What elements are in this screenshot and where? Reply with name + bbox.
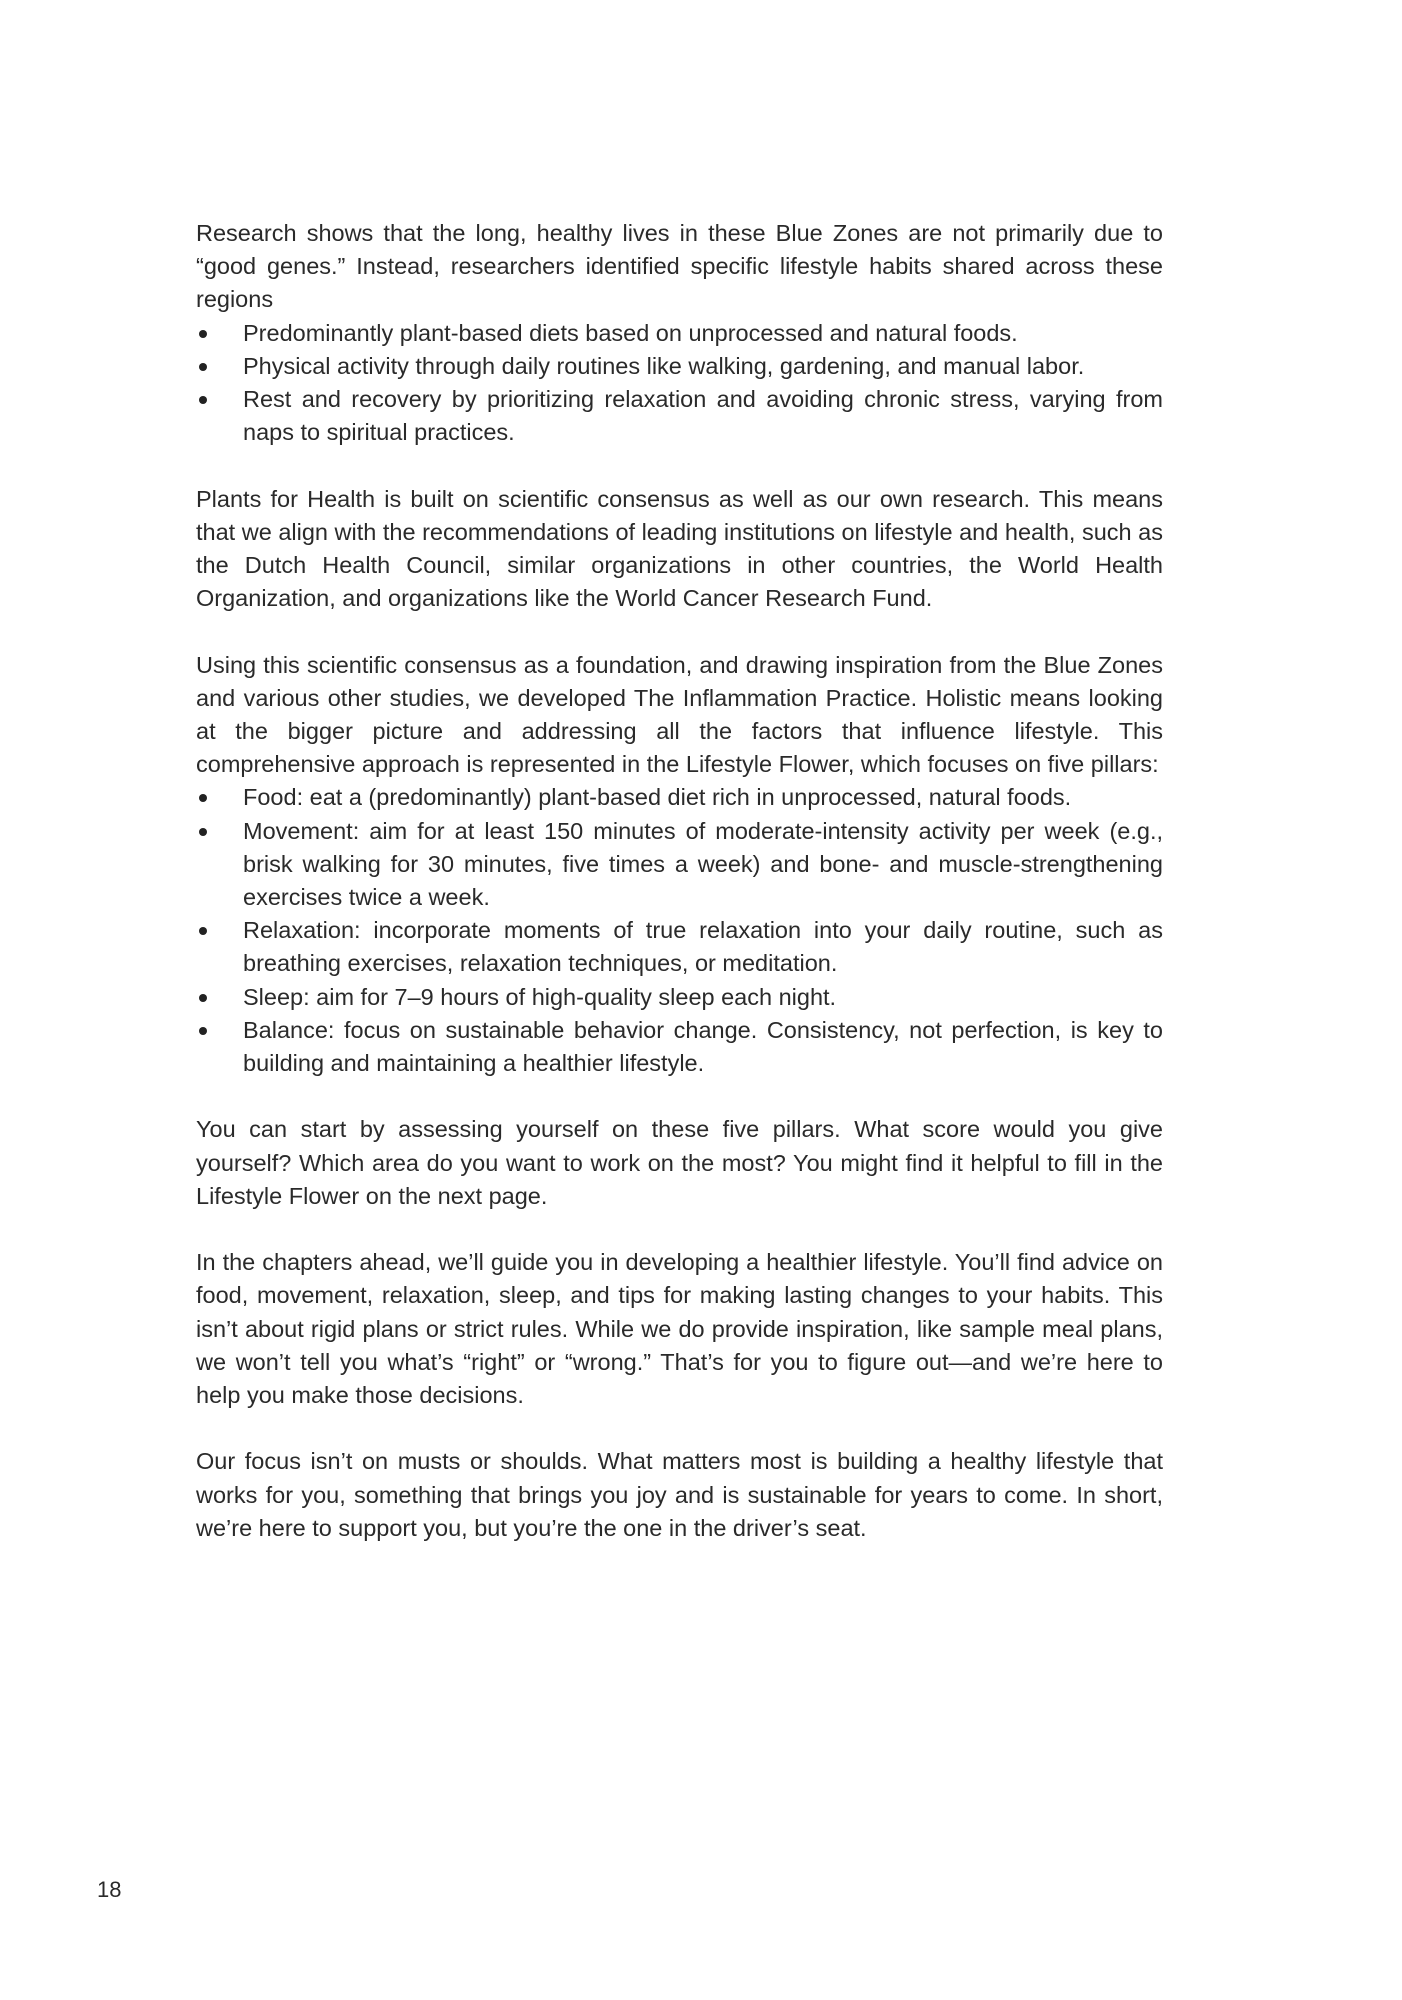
bullet-icon [199,330,207,338]
practice-paragraph: Using this scientific consensus as a foundation, and drawing inspiration from the Blue Zones and various other studies, we developed The Inflammation Practice. Holistic means looking at the bigger picture and addressing all the factors that influence lifestyle. This comprehensive approach is represented in the Lifestyle Flower, which focuses on five pillars: [196,651,1163,778]
bullet-icon [199,927,207,935]
chapters-ahead-paragraph: In the chapters ahead, we’ll guide you in developing a healthier lifestyle. You’ll find advice on food, movement, relaxation, sleep, and tips for making lasting changes to your habits. This isn’t about rigid plans or strict rules. While we do provide inspiration, like sample meal plans, we won’t tell you what’s “right” or “wrong.” That’s for you to figure out—and we’re here to help you make those decisions. [196,1249,1163,1409]
bullet-icon [199,828,207,836]
page-number: 18 [97,1877,122,1902]
assessment-paragraph: You can start by assessing yourself on these five pillars. What score would you give yourself? Which area do you want to work on the most? You might find it helpful to fill in the Lifestyle Flower on the next page. [196,1116,1163,1209]
consensus-paragraph: Plants for Health is built on scientific consensus as well as our own research. This means that we align with the recommendations of leading institutions on lifestyle and health, such as the Dutch Health Council, similar organizations in other countries, the World Health Organization, and organizations like the World Cancer Research Fund. [196,485,1163,612]
list-item-text: Physical activity through daily routines like walking, gardening, and manual labor. [243,352,1085,379]
list-item [196,317,1163,350]
list-item [196,914,1163,980]
bullet-icon [199,396,207,404]
list-item-text: Food: eat a (predominantly) plant-based diet rich in unprocessed, natural foods. [243,784,1072,811]
list-item-text: Rest and recovery by prioritizing relaxation and avoiding chronic stress, varying from naps to spiritual practices. [243,386,1163,446]
bullet-icon [199,1027,207,1035]
list-item [196,815,1163,915]
intro-paragraph: Research shows that the long, healthy lives in these Blue Zones are not primarily due to “good genes.” Instead, researchers identified specific lifestyle habits shared across these regions [196,220,1163,313]
blue-zones-habits-list [196,317,1163,450]
list-item-text: Predominantly plant-based diets based on unprocessed and natural foods. [243,319,1018,346]
list-item [196,350,1163,383]
list-item-text: Sleep: aim for 7–9 hours of high-quality sleep each night. [243,983,837,1010]
list-item-text: Relaxation: incorporate moments of true relaxation into your daily routine, such as breathing exercises, relaxation techniques, or meditation. [243,917,1163,977]
bullet-icon [199,994,207,1002]
body-text [196,217,1163,1545]
list-item-text: Balance: focus on sustainable behavior change. Consistency, not perfection, is key to building and maintaining a healthier lifestyle. [243,1016,1163,1077]
lifestyle-pillars-list [196,781,1163,1080]
list-item [196,981,1163,1014]
focus-paragraph: Our focus isn’t on musts or shoulds. What matters most is building a healthy lifestyle that works for you, something that brings you joy and is sustainable for years to come. In short, we’re here to support you, but you’re the one in the driver’s seat. [196,1448,1163,1541]
list-item [196,1014,1163,1080]
bullet-icon [199,794,207,802]
bullet-icon [199,363,207,371]
list-item [196,383,1163,449]
list-item-text: Movement: aim for at least 150 minutes of moderate-intensity activity per week (e.g., brisk walking for 30 minutes, five times a week) and bone- and muscle-strengthening exercises twice a week. [243,817,1163,911]
list-item [196,781,1163,814]
